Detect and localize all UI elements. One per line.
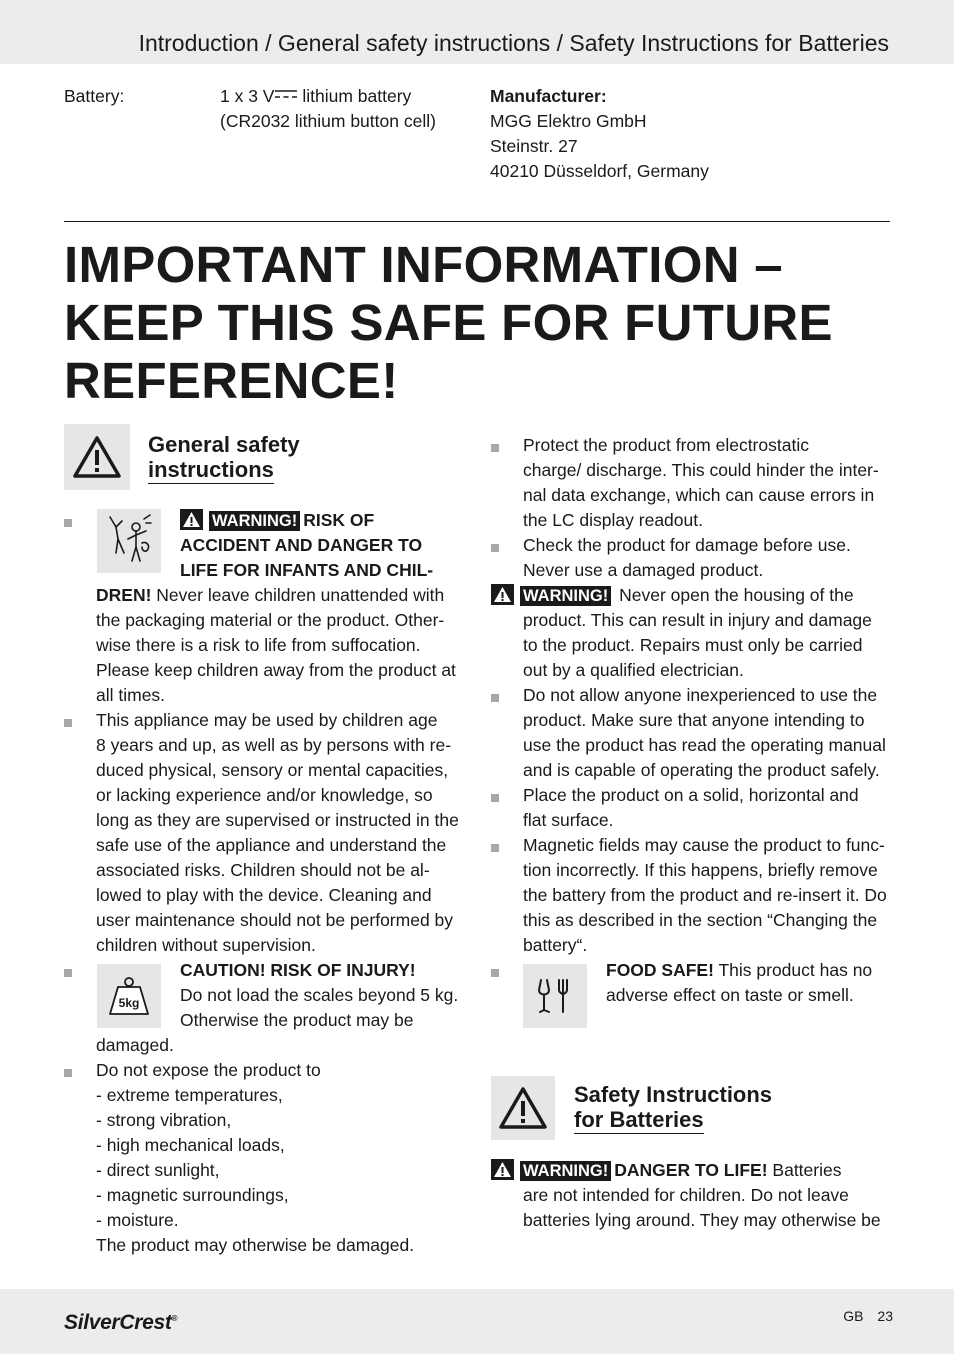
brand-part: Silver: [64, 1311, 120, 1334]
housing-warning-line1: [491, 583, 854, 608]
bullet-icon: [64, 719, 72, 727]
electrostatic-line: charge/ discharge. This could hinder the inter-: [523, 460, 879, 480]
page-info: [843, 1306, 893, 1326]
manufacturer-name: MGG Elektro GmbH: [490, 111, 647, 131]
language-code: GB: [843, 1308, 864, 1324]
housing-line: out by a qualified electrician.: [523, 660, 744, 680]
inexperienced-line: use the product has read the operating manual: [523, 735, 886, 755]
age-text-line: long as they are supervised or instructed in the: [96, 810, 459, 830]
housing-line: product. This can result in injury and damage: [523, 610, 872, 630]
battery-warning-line1: [491, 1158, 841, 1183]
bullet-icon: [491, 694, 499, 702]
age-text-line: 8 years and up, as well as by persons with re-: [96, 735, 452, 755]
warning-triangle-icon: [491, 584, 514, 605]
age-text-line: This appliance may be used by children age: [96, 710, 438, 730]
children-warning-line1: [180, 508, 374, 533]
bullet-icon: [64, 1069, 72, 1077]
warning-triangle-icon: [498, 1086, 548, 1130]
bullet-icon: [491, 794, 499, 802]
magnetic-line: battery“.: [523, 935, 588, 955]
bullet-icon: [491, 544, 499, 552]
bullet-icon: [64, 969, 72, 977]
age-text-line: children without supervision.: [96, 935, 316, 955]
children-text-line: Please keep children away from the product at: [96, 660, 456, 680]
battery-type: lithium battery: [302, 86, 412, 106]
weight-limit-box: [97, 964, 161, 1028]
food-safe-line1: [606, 958, 872, 983]
food-safe-line2: adverse effect on taste or smell.: [606, 985, 854, 1005]
children-text-line: wise there is a risk to life from suffocation.: [96, 635, 421, 655]
battery-warning-box: [491, 1076, 555, 1140]
children-warning-line3: LIFE FOR INFANTS AND CHIL-: [180, 560, 434, 580]
battery-warning-line: batteries lying around. They may otherwise be: [523, 1210, 881, 1230]
battery-voltage: 1 x 3 V: [220, 86, 275, 106]
bullet-icon: [491, 969, 499, 977]
heading-line: for Batteries: [574, 1107, 704, 1132]
warning-triangle-icon: [180, 509, 203, 530]
manufacturer-street: Steinstr. 27: [490, 136, 578, 156]
important-title: [64, 236, 894, 410]
inexperienced-line: and is capable of operating the product safely.: [523, 760, 880, 780]
expose-item: - high mechanical loads,: [96, 1135, 285, 1155]
battery-warning-line: are not intended for children. Do not leave: [523, 1185, 849, 1205]
page-number: 23: [877, 1308, 893, 1324]
child-hazard-icon: [106, 513, 152, 569]
age-text-line: lowed to play with the device. Cleaning and: [96, 885, 432, 905]
important-line: REFERENCE!: [64, 352, 399, 409]
important-line: KEEP THIS SAFE FOR FUTURE: [64, 294, 833, 351]
weight-icon: [104, 974, 154, 1018]
magnetic-line: this as described in the section “Changing the: [523, 910, 878, 930]
risk-text: RISK OF: [303, 510, 375, 530]
divider: [64, 221, 890, 222]
expose-item: - extreme temperatures,: [96, 1085, 283, 1105]
bullet-icon: [491, 844, 499, 852]
heading-line: Safety Instructions: [574, 1082, 773, 1107]
child-safety-box: [97, 509, 161, 573]
age-text-line: safe use of the appliance and understand the: [96, 835, 447, 855]
warning-badge: WARNING!: [520, 1161, 611, 1181]
expose-item: - strong vibration,: [96, 1110, 232, 1130]
dc-symbol-icon: [275, 89, 297, 99]
check-line: Check the product for damage before use.: [523, 535, 851, 555]
children-text-line: the packaging material or the product. Other-: [96, 610, 445, 630]
general-safety-heading: [148, 432, 300, 484]
section-breadcrumb: Introduction / General safety instructions / Safety Instructions for Batteries: [138, 30, 889, 56]
heading-line: instructions: [148, 457, 274, 482]
warning-badge: WARNING!: [520, 586, 611, 606]
batteries-text: Batteries: [767, 1160, 842, 1180]
important-line: IMPORTANT INFORMATION –: [64, 236, 783, 293]
general-warning-box: [64, 424, 130, 490]
registered-mark: ®: [171, 1314, 178, 1323]
magnetic-line: Magnetic fields may cause the product to func-: [523, 835, 885, 855]
warning-triangle-icon: [491, 1159, 514, 1180]
food-safe-text: This product has no: [713, 960, 873, 980]
age-text-line: associated risks. Children should not be al-: [96, 860, 430, 880]
expose-outro: The product may otherwise be damaged.: [96, 1235, 415, 1255]
housing-line: to the product. Repairs must only be carried: [523, 635, 863, 655]
warning-badge: WARNING!: [209, 511, 300, 531]
age-text-line: duced physical, sensory or mental capacities,: [96, 760, 449, 780]
expose-item: - direct sunlight,: [96, 1160, 220, 1180]
battery-safety-heading: [574, 1082, 772, 1134]
surface-line: flat surface.: [523, 810, 614, 830]
expose-intro: Do not expose the product to: [96, 1060, 321, 1080]
battery-label: Battery:: [64, 86, 125, 106]
caution-text-line: Do not load the scales beyond 5 kg.: [180, 985, 459, 1005]
expose-item: - magnetic surroundings,: [96, 1185, 289, 1205]
magnetic-line: tion incorrectly. If this happens, briefly remove: [523, 860, 878, 880]
manufacturer-label: Manufacturer:: [490, 86, 607, 106]
food-safe-label: FOOD SAFE!: [606, 960, 714, 980]
caution-text-line: Otherwise the product may be: [180, 1010, 414, 1030]
heading-line: General safety: [148, 432, 300, 457]
header-band: [0, 0, 954, 64]
warning-triangle-icon: [72, 435, 122, 479]
battery-value: [220, 84, 411, 109]
caution-heading: CAUTION! RISK OF INJURY!: [180, 960, 416, 980]
brand-logo: [64, 1305, 177, 1337]
footer-band: [0, 1289, 954, 1354]
children-warning-line4: [96, 583, 444, 608]
electrostatic-line: Protect the product from electrostatic: [523, 435, 809, 455]
age-text-line: user maintenance should not be performed by: [96, 910, 454, 930]
bullet-icon: [491, 444, 499, 452]
children-warning-line2: ACCIDENT AND DANGER TO: [180, 535, 423, 555]
check-line: Never use a damaged product.: [523, 560, 764, 580]
inexperienced-line: Do not allow anyone inexperienced to use the: [523, 685, 878, 705]
magnetic-line: the battery from the product and re-insert it. Do: [523, 885, 887, 905]
brand-part: Crest: [119, 1311, 172, 1334]
inexperienced-line: product. Make sure that anyone intending to: [523, 710, 865, 730]
electrostatic-line: nal data exchange, which can cause errors in: [523, 485, 875, 505]
food-safe-icon: [535, 976, 575, 1016]
unattended-text: Never leave children unattended with: [151, 585, 445, 605]
danger-text: DANGER TO LIFE!: [614, 1160, 768, 1180]
age-text-line: or lacking experience and/or knowledge, so: [96, 785, 433, 805]
surface-line: Place the product on a solid, horizontal and: [523, 785, 859, 805]
caution-text-line: damaged.: [96, 1035, 174, 1055]
manufacturer-city: 40210 Düsseldorf, Germany: [490, 161, 709, 181]
weight-label: 5kg: [118, 996, 140, 1010]
housing-text: Never open the housing of the: [614, 585, 854, 605]
bullet-icon: [64, 519, 72, 527]
battery-cell: (CR2032 lithium button cell): [220, 111, 436, 131]
expose-item: - moisture.: [96, 1210, 179, 1230]
dren-text: DREN!: [96, 585, 152, 605]
electrostatic-line: the LC display readout.: [523, 510, 703, 530]
children-text-line: all times.: [96, 685, 166, 705]
food-safe-box: [523, 964, 587, 1028]
